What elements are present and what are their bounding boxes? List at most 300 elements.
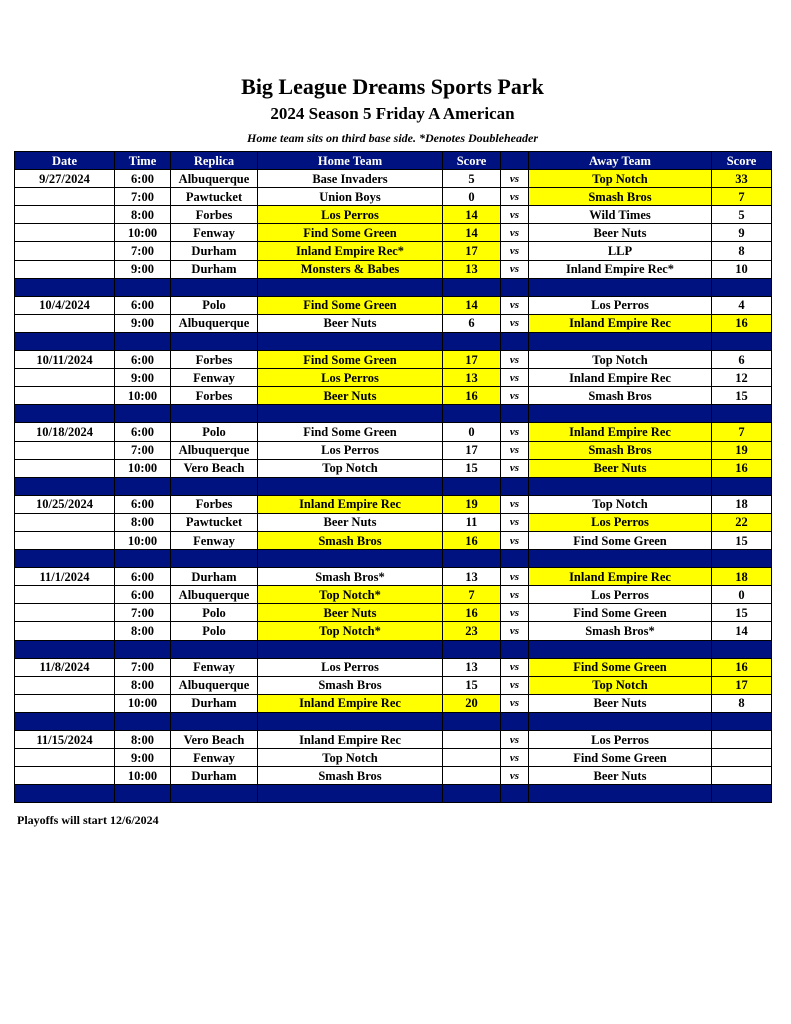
away-team: Smash Bros* <box>529 622 712 640</box>
game-date <box>15 242 115 260</box>
separator-cell <box>258 477 443 495</box>
vs-label: vs <box>501 260 529 278</box>
game-time: 9:00 <box>115 749 171 767</box>
home-score: 14 <box>443 224 501 242</box>
vs-label: vs <box>501 423 529 441</box>
week-separator <box>15 785 772 803</box>
home-team: Los Perros <box>258 206 443 224</box>
game-time: 10:00 <box>115 459 171 477</box>
game-row <box>15 767 772 785</box>
game-row <box>15 531 772 549</box>
home-score <box>443 767 501 785</box>
col-header-away-team: Away Team <box>529 152 712 170</box>
home-score: 7 <box>443 586 501 604</box>
game-date <box>15 188 115 206</box>
game-time: 9:00 <box>115 314 171 332</box>
separator-cell <box>15 477 115 495</box>
separator-cell <box>501 785 529 803</box>
game-field: Forbes <box>171 351 258 369</box>
separator-cell <box>443 712 501 730</box>
separator-cell <box>258 640 443 658</box>
week-separator <box>15 712 772 730</box>
game-field: Vero Beach <box>171 731 258 749</box>
game-date <box>15 622 115 640</box>
separator-cell <box>15 278 115 296</box>
separator-cell <box>529 785 712 803</box>
game-field: Polo <box>171 604 258 622</box>
vs-label: vs <box>501 459 529 477</box>
home-score: 17 <box>443 242 501 260</box>
game-date <box>15 441 115 459</box>
home-score: 23 <box>443 622 501 640</box>
separator-cell <box>501 640 529 658</box>
week-separator <box>15 278 772 296</box>
game-date: 10/25/2024 <box>15 495 115 513</box>
away-score: 16 <box>712 658 772 676</box>
home-score: 13 <box>443 568 501 586</box>
vs-label: vs <box>501 731 529 749</box>
game-field: Polo <box>171 423 258 441</box>
col-header-home-team: Home Team <box>258 152 443 170</box>
away-team: Smash Bros <box>529 441 712 459</box>
separator-cell <box>501 712 529 730</box>
home-score: 17 <box>443 441 501 459</box>
separator-cell <box>712 332 772 350</box>
game-time: 10:00 <box>115 387 171 405</box>
home-team: Beer Nuts <box>258 513 443 531</box>
separator-cell <box>529 332 712 350</box>
vs-label: vs <box>501 206 529 224</box>
home-team: Inland Empire Rec <box>258 495 443 513</box>
away-score: 8 <box>712 242 772 260</box>
away-team: Inland Empire Rec* <box>529 260 712 278</box>
game-time: 9:00 <box>115 260 171 278</box>
away-team: Top Notch <box>529 351 712 369</box>
game-row <box>15 694 772 712</box>
col-header-replica: Replica <box>171 152 258 170</box>
home-team: Beer Nuts <box>258 387 443 405</box>
separator-cell <box>171 785 258 803</box>
game-date <box>15 314 115 332</box>
game-row <box>15 749 772 767</box>
separator-cell <box>115 405 171 423</box>
separator-cell <box>501 278 529 296</box>
home-team: Top Notch* <box>258 586 443 604</box>
vs-label: vs <box>501 224 529 242</box>
away-team: Beer Nuts <box>529 767 712 785</box>
separator-cell <box>171 332 258 350</box>
week-separator <box>15 550 772 568</box>
home-team: Beer Nuts <box>258 604 443 622</box>
game-time: 6:00 <box>115 296 171 314</box>
home-team: Los Perros <box>258 369 443 387</box>
home-team: Smash Bros <box>258 676 443 694</box>
home-team: Inland Empire Rec <box>258 731 443 749</box>
game-field: Forbes <box>171 387 258 405</box>
away-score: 7 <box>712 188 772 206</box>
game-row <box>15 423 772 441</box>
away-score <box>712 731 772 749</box>
game-field: Durham <box>171 242 258 260</box>
game-field: Albuquerque <box>171 586 258 604</box>
home-team: Union Boys <box>258 188 443 206</box>
home-score: 5 <box>443 170 501 188</box>
separator-cell <box>171 712 258 730</box>
game-row <box>15 314 772 332</box>
separator-cell <box>15 405 115 423</box>
game-date <box>15 586 115 604</box>
col-header-date: Date <box>15 152 115 170</box>
separator-cell <box>443 477 501 495</box>
game-row <box>15 622 772 640</box>
game-time: 7:00 <box>115 188 171 206</box>
away-team: Find Some Green <box>529 531 712 549</box>
separator-cell <box>529 640 712 658</box>
home-team: Smash Bros <box>258 531 443 549</box>
game-date <box>15 676 115 694</box>
home-team: Los Perros <box>258 441 443 459</box>
home-score <box>443 731 501 749</box>
separator-cell <box>712 477 772 495</box>
col-header-time: Time <box>115 152 171 170</box>
away-score: 6 <box>712 351 772 369</box>
page-title: Big League Dreams Sports Park <box>241 74 544 99</box>
game-row <box>15 731 772 749</box>
header-row <box>15 152 772 170</box>
home-score: 16 <box>443 604 501 622</box>
game-time: 6:00 <box>115 170 171 188</box>
away-team: Top Notch <box>529 170 712 188</box>
game-time: 7:00 <box>115 242 171 260</box>
game-field: Polo <box>171 622 258 640</box>
home-score: 13 <box>443 260 501 278</box>
separator-cell <box>501 405 529 423</box>
game-field: Durham <box>171 694 258 712</box>
home-score: 13 <box>443 658 501 676</box>
vs-label: vs <box>501 351 529 369</box>
separator-cell <box>258 785 443 803</box>
separator-cell <box>115 550 171 568</box>
game-time: 7:00 <box>115 604 171 622</box>
away-team: Beer Nuts <box>529 694 712 712</box>
game-field: Durham <box>171 767 258 785</box>
game-date <box>15 767 115 785</box>
game-date <box>15 387 115 405</box>
away-team: Inland Empire Rec <box>529 568 712 586</box>
game-date: 11/15/2024 <box>15 731 115 749</box>
week-separator <box>15 405 772 423</box>
game-time: 9:00 <box>115 369 171 387</box>
home-score: 11 <box>443 513 501 531</box>
game-time: 8:00 <box>115 513 171 531</box>
game-row <box>15 658 772 676</box>
game-date: 9/27/2024 <box>15 170 115 188</box>
home-team: Inland Empire Rec <box>258 694 443 712</box>
separator-cell <box>712 550 772 568</box>
separator-cell <box>529 477 712 495</box>
home-score: 0 <box>443 188 501 206</box>
away-team: Top Notch <box>529 676 712 694</box>
game-row <box>15 242 772 260</box>
game-time: 10:00 <box>115 694 171 712</box>
game-row <box>15 586 772 604</box>
away-team: Wild Times <box>529 206 712 224</box>
game-field: Fenway <box>171 749 258 767</box>
page-subtitle: 2024 Season 5 Friday A American <box>270 104 515 123</box>
separator-cell <box>712 640 772 658</box>
game-row <box>15 206 772 224</box>
home-score: 0 <box>443 423 501 441</box>
home-team: Find Some Green <box>258 224 443 242</box>
separator-cell <box>443 278 501 296</box>
game-field: Fenway <box>171 369 258 387</box>
game-time: 6:00 <box>115 495 171 513</box>
home-team: Find Some Green <box>258 351 443 369</box>
away-team: LLP <box>529 242 712 260</box>
away-team: Inland Empire Rec <box>529 423 712 441</box>
game-field: Durham <box>171 568 258 586</box>
game-field: Albuquerque <box>171 676 258 694</box>
away-score: 4 <box>712 296 772 314</box>
separator-cell <box>501 332 529 350</box>
game-time: 10:00 <box>115 767 171 785</box>
away-score: 10 <box>712 260 772 278</box>
vs-label: vs <box>501 658 529 676</box>
doubleheader-note: Home team sits on third base side. *Denotes Doubleheader <box>247 131 538 145</box>
home-score: 16 <box>443 387 501 405</box>
away-score: 12 <box>712 369 772 387</box>
home-score: 14 <box>443 296 501 314</box>
separator-cell <box>529 712 712 730</box>
separator-cell <box>529 550 712 568</box>
game-date <box>15 459 115 477</box>
separator-cell <box>501 550 529 568</box>
away-team: Beer Nuts <box>529 459 712 477</box>
separator-cell <box>501 477 529 495</box>
separator-cell <box>258 278 443 296</box>
game-date <box>15 513 115 531</box>
away-team: Los Perros <box>529 513 712 531</box>
week-separator <box>15 640 772 658</box>
game-field: Vero Beach <box>171 459 258 477</box>
separator-cell <box>171 640 258 658</box>
home-team: Smash Bros <box>258 767 443 785</box>
separator-cell <box>258 332 443 350</box>
game-date: 10/4/2024 <box>15 296 115 314</box>
game-row <box>15 369 772 387</box>
game-date: 10/11/2024 <box>15 351 115 369</box>
col-header-vs <box>501 152 529 170</box>
away-team: Los Perros <box>529 731 712 749</box>
game-field: Fenway <box>171 531 258 549</box>
away-team: Find Some Green <box>529 749 712 767</box>
separator-cell <box>115 785 171 803</box>
separator-cell <box>529 278 712 296</box>
game-date <box>15 206 115 224</box>
game-time: 6:00 <box>115 568 171 586</box>
home-team: Inland Empire Rec* <box>258 242 443 260</box>
away-score: 19 <box>712 441 772 459</box>
away-score <box>712 767 772 785</box>
vs-label: vs <box>501 586 529 604</box>
vs-label: vs <box>501 604 529 622</box>
game-time: 8:00 <box>115 676 171 694</box>
away-score: 14 <box>712 622 772 640</box>
home-score: 15 <box>443 459 501 477</box>
away-team: Smash Bros <box>529 188 712 206</box>
separator-cell <box>115 278 171 296</box>
home-team: Find Some Green <box>258 423 443 441</box>
separator-cell <box>258 405 443 423</box>
separator-cell <box>712 785 772 803</box>
away-team: Los Perros <box>529 296 712 314</box>
away-score: 0 <box>712 586 772 604</box>
home-team: Find Some Green <box>258 296 443 314</box>
game-field: Fenway <box>171 658 258 676</box>
vs-label: vs <box>501 531 529 549</box>
home-team: Top Notch* <box>258 622 443 640</box>
game-time: 8:00 <box>115 622 171 640</box>
separator-cell <box>171 278 258 296</box>
separator-cell <box>712 405 772 423</box>
game-row <box>15 188 772 206</box>
separator-cell <box>15 785 115 803</box>
schedule-body <box>15 170 772 803</box>
vs-label: vs <box>501 369 529 387</box>
game-time: 7:00 <box>115 441 171 459</box>
game-field: Forbes <box>171 206 258 224</box>
week-separator <box>15 332 772 350</box>
game-date: 11/8/2024 <box>15 658 115 676</box>
game-field: Polo <box>171 296 258 314</box>
away-team: Beer Nuts <box>529 224 712 242</box>
away-score: 16 <box>712 314 772 332</box>
vs-label: vs <box>501 622 529 640</box>
game-field: Forbes <box>171 495 258 513</box>
home-score: 19 <box>443 495 501 513</box>
game-time: 8:00 <box>115 731 171 749</box>
vs-label: vs <box>501 495 529 513</box>
away-score: 17 <box>712 676 772 694</box>
vs-label: vs <box>501 387 529 405</box>
away-team: Find Some Green <box>529 604 712 622</box>
game-row <box>15 170 772 188</box>
separator-cell <box>712 278 772 296</box>
vs-label: vs <box>501 676 529 694</box>
game-date <box>15 531 115 549</box>
away-score: 15 <box>712 531 772 549</box>
vs-label: vs <box>501 441 529 459</box>
game-row <box>15 459 772 477</box>
separator-cell <box>171 477 258 495</box>
vs-label: vs <box>501 513 529 531</box>
away-score: 18 <box>712 568 772 586</box>
away-score: 8 <box>712 694 772 712</box>
vs-label: vs <box>501 170 529 188</box>
playoffs-note: Playoffs will start 12/6/2024 <box>17 813 159 827</box>
away-score: 5 <box>712 206 772 224</box>
home-score: 14 <box>443 206 501 224</box>
game-row <box>15 351 772 369</box>
separator-cell <box>712 712 772 730</box>
home-team: Base Invaders <box>258 170 443 188</box>
home-team: Los Perros <box>258 658 443 676</box>
home-score: 6 <box>443 314 501 332</box>
game-row <box>15 513 772 531</box>
game-date: 11/1/2024 <box>15 568 115 586</box>
away-score <box>712 749 772 767</box>
game-date: 10/18/2024 <box>15 423 115 441</box>
separator-cell <box>171 405 258 423</box>
home-score: 17 <box>443 351 501 369</box>
game-time: 10:00 <box>115 224 171 242</box>
game-field: Albuquerque <box>171 441 258 459</box>
game-row <box>15 568 772 586</box>
separator-cell <box>258 550 443 568</box>
away-score: 33 <box>712 170 772 188</box>
game-row <box>15 676 772 694</box>
separator-cell <box>15 712 115 730</box>
away-team: Inland Empire Rec <box>529 369 712 387</box>
game-field: Pawtucket <box>171 188 258 206</box>
game-time: 7:00 <box>115 658 171 676</box>
vs-label: vs <box>501 694 529 712</box>
game-date <box>15 260 115 278</box>
away-team: Inland Empire Rec <box>529 314 712 332</box>
game-date <box>15 369 115 387</box>
game-time: 10:00 <box>115 531 171 549</box>
away-score: 7 <box>712 423 772 441</box>
week-separator <box>15 477 772 495</box>
separator-cell <box>443 640 501 658</box>
game-time: 6:00 <box>115 351 171 369</box>
away-score: 15 <box>712 604 772 622</box>
home-team: Monsters & Babes <box>258 260 443 278</box>
game-row <box>15 387 772 405</box>
separator-cell <box>443 785 501 803</box>
home-team: Smash Bros* <box>258 568 443 586</box>
separator-cell <box>115 332 171 350</box>
vs-label: vs <box>501 188 529 206</box>
game-time: 8:00 <box>115 206 171 224</box>
separator-cell <box>443 550 501 568</box>
separator-cell <box>15 332 115 350</box>
vs-label: vs <box>501 314 529 332</box>
separator-cell <box>115 640 171 658</box>
vs-label: vs <box>501 767 529 785</box>
game-field: Fenway <box>171 224 258 242</box>
game-field: Durham <box>171 260 258 278</box>
game-date <box>15 604 115 622</box>
separator-cell <box>258 712 443 730</box>
schedule-table <box>14 151 772 803</box>
away-score: 16 <box>712 459 772 477</box>
col-header-home-score: Score <box>443 152 501 170</box>
away-team: Los Perros <box>529 586 712 604</box>
home-score <box>443 749 501 767</box>
game-row <box>15 441 772 459</box>
game-field: Albuquerque <box>171 314 258 332</box>
away-team: Top Notch <box>529 495 712 513</box>
game-date <box>15 694 115 712</box>
game-time: 6:00 <box>115 423 171 441</box>
away-score: 9 <box>712 224 772 242</box>
separator-cell <box>115 477 171 495</box>
home-score: 15 <box>443 676 501 694</box>
game-field: Albuquerque <box>171 170 258 188</box>
vs-label: vs <box>501 749 529 767</box>
game-row <box>15 495 772 513</box>
